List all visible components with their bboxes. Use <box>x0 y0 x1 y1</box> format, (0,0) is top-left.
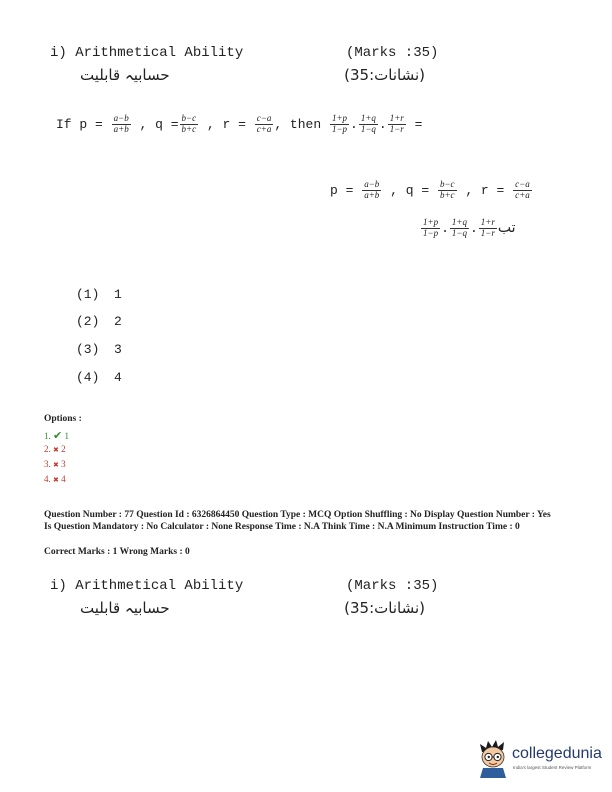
option-result-4: 4. ✖ 4 <box>44 474 66 484</box>
option-results <box>44 429 69 489</box>
fraction-t3: $\frac{1+r}{1-r}$ <box>389 113 404 134</box>
section-urdu-marks: (نشانات:35) <box>344 66 425 84</box>
urdu-fraction-t3: $\frac{1+r}{1-r}$ <box>480 217 495 238</box>
urdu-fraction-q: $\frac{b-c}{b+c}$ <box>439 179 455 200</box>
option-1: (1) 1 <box>76 287 122 302</box>
urdu-fraction-t2: $\frac{1+q}{1-q}$ <box>451 217 467 238</box>
urdu-question-line1: p = $\frac{a-b}{a+b}$ , q = $\frac{b-c}{b+c}$ , r = $\frac{c-a}{c+a}$ <box>330 179 530 200</box>
option-result-1: 1. ✔ 1 <box>44 429 69 442</box>
question-text: If p = $\frac{a-b}{a+b}$ , q = $\frac{b-c}{b+c}$ , r = $\frac{c-a}{c+a}$ , then $\frac{1+p}{1-p}$ . $\frac{1+q}{1-q}$ . $\frac{1+r}{1-r}$ = <box>56 113 423 134</box>
option-2: (2) 2 <box>76 314 122 329</box>
logo-tagline: India's largest Student Review Platform <box>513 765 592 770</box>
urdu-then-label: تب <box>497 219 516 236</box>
urdu-fraction-t1: $\frac{1+p}{1-p}$ <box>423 217 439 238</box>
wrong-cross-icon: ✖ <box>53 476 59 484</box>
section-label-2: i) Arithmetical Ability <box>50 578 244 594</box>
option-4: (4) 4 <box>76 370 122 385</box>
section-urdu-label-2: حسابیہ قابلیت <box>80 599 170 617</box>
urdu-fraction-p: $\frac{a-b}{a+b}$ <box>364 179 380 200</box>
r-label: , r = <box>206 116 246 132</box>
correct-check-icon: ✔ <box>53 429 63 442</box>
urdu-question-line2: $\frac{1+p}{1-p}$ . $\frac{1+q}{1-q}$ . $\frac{1+r}{1-r}$ تب <box>423 217 516 238</box>
question-prefix: If p = <box>56 116 103 132</box>
fraction-t2: $\frac{1+q}{1-q}$ <box>360 113 376 134</box>
question-meta: Question Number : 77 Question Id : 6326864450 Question Type : MCQ Option Shuffling : No Display Question Number : Yes Is Question Mandatory : No Calculator : None Response Time : N.A Think Time : N.A Minimum Instruction Time : 0 <box>44 510 551 532</box>
equals-sign: = <box>414 116 423 132</box>
option-result-3: 3. ✖ 3 <box>44 459 66 469</box>
options-header: Options : <box>44 414 82 424</box>
option-3: (3) 3 <box>76 342 122 357</box>
question-marks-meta: Correct Marks : 1 Wrong Marks : 0 <box>44 547 190 557</box>
section-marks-2: (Marks :35) <box>346 578 439 594</box>
section-urdu-label: حسابیہ قابلیت <box>80 66 170 84</box>
collegedunia-logo <box>476 738 606 782</box>
fraction-p: $\frac{a-b}{a+b}$ <box>113 113 129 134</box>
fraction-t1: $\frac{1+p}{1-p}$ <box>331 113 348 134</box>
section-urdu-marks-2: (نشانات:35) <box>344 599 425 617</box>
fraction-r: $\frac{c-a}{c+a}$ <box>256 113 272 134</box>
logo-name: collegedunia <box>512 745 602 762</box>
q-label: , q = <box>139 116 179 132</box>
section-marks: (Marks :35) <box>346 45 439 61</box>
option-result-2: 2. ✖ 2 <box>44 444 66 454</box>
mascot-icon <box>476 738 510 778</box>
fraction-q: $\frac{b-c}{b+c}$ <box>181 113 197 134</box>
section-label: i) Arithmetical Ability <box>50 45 244 61</box>
wrong-cross-icon: ✖ <box>53 461 59 469</box>
urdu-fraction-r: $\frac{c-a}{c+a}$ <box>515 179 530 200</box>
then-label: , then <box>274 116 322 132</box>
wrong-cross-icon: ✖ <box>53 446 59 454</box>
